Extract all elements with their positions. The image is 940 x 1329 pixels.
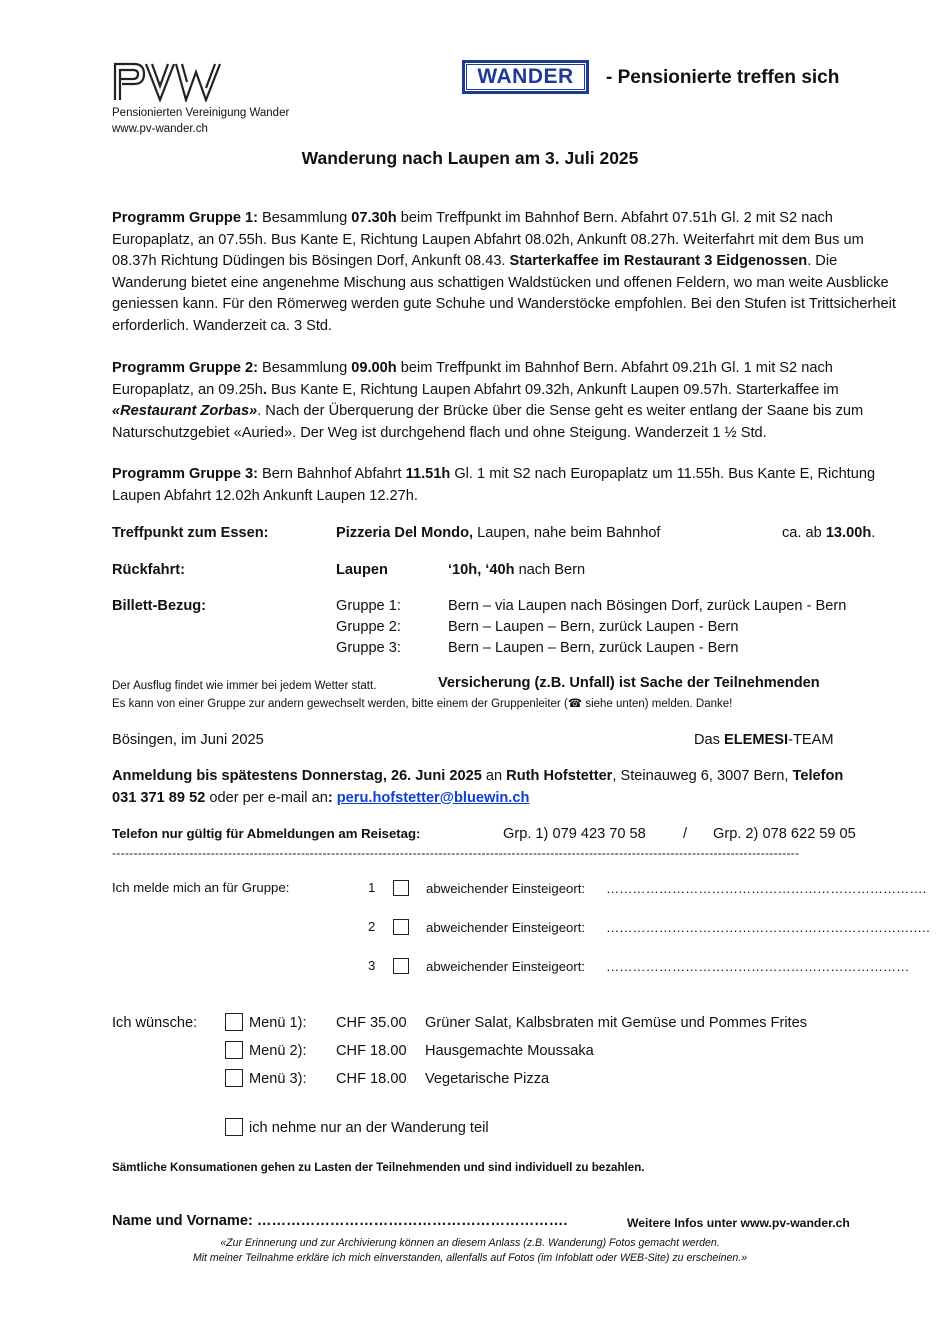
wander-logo bbox=[462, 60, 589, 94]
pvw-website: www.pv-wander.ch bbox=[112, 123, 208, 135]
menu-3-price: CHF 18.00 bbox=[336, 1071, 407, 1087]
group2-restaurant: «Restaurant Zorbas» bbox=[112, 403, 258, 420]
consumption-note: Sämtliche Konsumationen gehen zu Lasten der Teilnehmenden und sind individuell zu bezahlen. bbox=[112, 1161, 645, 1174]
signup-group-1-checkbox[interactable] bbox=[393, 880, 409, 896]
menu-1-checkbox[interactable] bbox=[225, 1013, 243, 1031]
ticket-route-2: Bern – Laupen – Bern, zurück Laupen - Bern bbox=[448, 619, 739, 635]
phone-separator: / bbox=[683, 826, 688, 842]
page-title: Wanderung nach Laupen am 3. Juli 2025 bbox=[301, 148, 639, 168]
meal-time-prefix: ca. ab bbox=[782, 525, 826, 541]
team-suffix: -TEAM bbox=[788, 732, 834, 748]
signup-group-2-number: 2 bbox=[368, 919, 376, 934]
program-group-1 bbox=[112, 208, 902, 338]
signup-group-2-checkbox[interactable] bbox=[393, 919, 409, 935]
switch-note bbox=[112, 696, 732, 712]
menu-2-description: Hausgemachte Moussaka bbox=[425, 1043, 594, 1059]
wander-logo-text: WANDER bbox=[466, 64, 585, 90]
group1-time: 07.30h bbox=[351, 210, 397, 226]
group2-dot: . bbox=[262, 381, 267, 398]
meal-time-suffix: . bbox=[871, 525, 876, 541]
photo-consent-note bbox=[0, 1236, 940, 1266]
program-group-3 bbox=[112, 464, 902, 507]
program-group-2 bbox=[112, 358, 902, 444]
menu-1-description: Grüner Salat, Kalbsbraten mit Gemüse und Pommes Frites bbox=[425, 1015, 808, 1031]
registration-colon: : bbox=[327, 789, 333, 806]
meal-label: Treffpunkt zum Essen: bbox=[112, 525, 269, 541]
signup-group-3-checkbox[interactable] bbox=[393, 958, 409, 974]
menu-3-checkbox[interactable] bbox=[225, 1069, 243, 1087]
menu-2-checkbox[interactable] bbox=[225, 1041, 243, 1059]
phone-icon: ☎ bbox=[567, 698, 583, 710]
name-label: Name und Vorname: bbox=[112, 1213, 253, 1229]
meal-place bbox=[336, 523, 661, 544]
phone-note-label: Telefon nur gültig für Abmeldungen am Reisetag: bbox=[112, 826, 421, 841]
group2-text-b: beim Treffpunkt im Bahnhof Bern. Abfahrt 09.21h Gl. 1 mit S2 nach Europaplatz, an 09.25h bbox=[112, 360, 833, 398]
place-date: Bösingen, im Juni 2025 bbox=[112, 732, 264, 748]
photo-consent-line-1: «Zur Erinnerung und zur Archivierung können an diesem Anlass (z.B. Wanderung) Fotos gemacht werden. bbox=[220, 1237, 720, 1249]
menu-1-price: CHF 35.00 bbox=[336, 1015, 407, 1031]
team-name: ELEMESI bbox=[724, 732, 789, 748]
signup-group-3-label: abweichender Einsteigeort: bbox=[426, 959, 586, 974]
group2-text-d: . Nach der Überquerung der Brücke über die Sense geht es weiter entlang der Saane bis zum Naturschutzgebiet «Auried». Der Weg ist durchgehend flach und ohne Steigung. Wanderzeit 1 ½ Std. bbox=[112, 403, 864, 441]
group1-text-a: Besammlung bbox=[257, 210, 352, 226]
switch-note-b: siehe unten) melden. Danke! bbox=[582, 698, 733, 710]
signup-group-1-number: 1 bbox=[368, 880, 376, 895]
more-info: Weitere Infos unter www.pv-wander.ch bbox=[627, 1216, 850, 1230]
group2-text-a: Besammlung bbox=[257, 360, 352, 376]
group1-label: Programm Gruppe 1: bbox=[112, 210, 258, 226]
group3-label: Programm Gruppe 3: bbox=[112, 466, 258, 482]
meal-time-value: 13.00h bbox=[825, 525, 872, 541]
registration-text-b: oder per e-mail an bbox=[205, 789, 328, 806]
registration-contact: Ruth Hofstetter bbox=[506, 768, 613, 784]
signup-label: Ich melde mich an für Gruppe: bbox=[112, 880, 290, 895]
name-field[interactable] bbox=[112, 1213, 567, 1229]
team-signature bbox=[694, 730, 833, 751]
group2-label: Programm Gruppe 2: bbox=[112, 360, 258, 376]
phone-group-2: Grp. 2) 078 622 59 05 bbox=[713, 826, 856, 842]
return-place: Laupen bbox=[336, 562, 388, 578]
pvw-logo-text: PVW bbox=[112, 60, 115, 61]
group2-time: 09.00h bbox=[351, 360, 397, 376]
wish-label: Ich wünsche: bbox=[112, 1015, 198, 1031]
group3-text-b: Gl. 1 mit S2 nach Europaplatz um 11.55h. Bus Kante E, Richtung Laupen Abfahrt 12.02h Ankunft Laupen 12.27h. bbox=[112, 466, 876, 504]
menu-3-description: Vegetarische Pizza bbox=[425, 1071, 550, 1087]
registration-phone: 031 371 89 52 bbox=[112, 789, 206, 806]
registration-deadline: Anmeldung bis spätestens Donnerstag, 26. Juni 2025 bbox=[112, 768, 482, 784]
signup-group-2-label: abweichender Einsteigeort: bbox=[426, 920, 586, 935]
switch-note-a: Es kann von einer Gruppe zur andern gewechselt werden, bitte einem der Gruppenleiter ( bbox=[112, 698, 568, 710]
pvw-org-block bbox=[112, 105, 289, 137]
only-hike-checkbox[interactable] bbox=[225, 1118, 243, 1136]
only-hike-label: ich nehme nur an der Wanderung teil bbox=[249, 1120, 489, 1136]
menu-1-name: Menü 1): bbox=[249, 1015, 307, 1031]
registration-info bbox=[112, 766, 902, 809]
return-times-suffix: nach Bern bbox=[514, 562, 586, 578]
ticket-route-3: Bern – Laupen – Bern, zurück Laupen - Bern bbox=[448, 640, 739, 656]
signup-group-3-dots[interactable]: …………………………………………………………… bbox=[606, 959, 910, 974]
weather-note: Der Ausflug findet wie immer bei jedem Wetter statt. bbox=[112, 680, 377, 692]
group3-time: 11.51h bbox=[405, 466, 451, 482]
group1-text-c: . Die Wanderung bietet eine angenehme Mischung aus schattigen Waldstücken und offenen Feldern, wo man weite Ausblicke geniessen kann. Für den Römerweg werden gute Schuhe und Wanderstöcke empfohlen. Bei den Stufen ist Trittsicherheit erforderlich. Wanderzeit ca. 3 Std. bbox=[112, 253, 896, 334]
menu-2-name: Menü 2): bbox=[249, 1043, 307, 1059]
meal-restaurant: Pizzeria Del Mondo, bbox=[336, 525, 474, 541]
meal-location: Laupen, nahe beim Bahnhof bbox=[473, 525, 661, 541]
signup-group-1-dots[interactable]: ………………………………………………………………. bbox=[606, 881, 927, 896]
registration-email-link[interactable]: peru.hofstetter@bluewin.ch bbox=[336, 789, 530, 806]
tagline: - Pensionierte treffen sich bbox=[606, 67, 840, 88]
registration-text-a: an bbox=[481, 768, 507, 784]
menu-2-price: CHF 18.00 bbox=[336, 1043, 407, 1059]
insurance-note: Versicherung (z.B. Unfall) ist Sache der Teilnehmenden bbox=[438, 675, 820, 691]
name-input-line[interactable]: ………………………………………………………. bbox=[252, 1213, 568, 1229]
group3-text-a: Bern Bahnhof Abfahrt bbox=[257, 466, 406, 482]
signup-group-2-dots[interactable]: …………………………………………………………….…. bbox=[606, 920, 930, 935]
return-times bbox=[448, 560, 585, 581]
meal-time bbox=[782, 523, 875, 544]
return-times-value: ‘10h, ‘40h bbox=[448, 562, 515, 578]
signup-group-3-number: 3 bbox=[368, 958, 376, 973]
ticket-group-2: Gruppe 2: bbox=[336, 619, 401, 635]
registration-address: , Steinauweg 6, 3007 Bern, bbox=[612, 768, 793, 784]
cut-line: ---------------------------------------------------------------------------------------------------------------------------------------------------------------- bbox=[112, 846, 800, 860]
ticket-group-1: Gruppe 1: bbox=[336, 598, 401, 614]
photo-consent-line-2: Mit meiner Teilnahme erkläre ich mich einverstanden, allenfalls auf Fotos (im Infoblatt oder WEB-Site) zu erscheinen.» bbox=[192, 1252, 748, 1264]
pvw-logo bbox=[112, 60, 226, 102]
group1-starter: Starterkaffee im Restaurant 3 Eidgenossen bbox=[509, 253, 808, 270]
ticket-label: Billett-Bezug: bbox=[112, 598, 207, 614]
ticket-group-3: Gruppe 3: bbox=[336, 640, 401, 656]
pvw-org-name: Pensionierten Vereinigung Wander bbox=[112, 107, 290, 119]
team-prefix: Das bbox=[694, 732, 725, 748]
group1-text-b: beim Treffpunkt im Bahnhof Bern. Abfahrt 07.51h Gl. 2 mit S2 nach Europaplatz, an 07.55h. Bus Kante E, Richtung Laupen Abfahrt 08.02h, Ankunft 08.27h. Weiterfahrt mit dem Bus um 08.37h Richtung Düdingen bis Bösingen Dorf, Ankunft 08.43. bbox=[112, 210, 864, 270]
signup-group-1-label: abweichender Einsteigeort: bbox=[426, 881, 586, 896]
ticket-route-1: Bern – via Laupen nach Bösingen Dorf, zurück Laupen - Bern bbox=[448, 598, 847, 614]
return-label: Rückfahrt: bbox=[112, 562, 185, 578]
group2-text-c: Bus Kante E, Richtung Laupen Abfahrt 09.32h, Ankunft Laupen 09.57h. Starterkaffee im bbox=[266, 381, 839, 398]
menu-3-name: Menü 3): bbox=[249, 1071, 307, 1087]
registration-phone-label: Telefon bbox=[792, 768, 844, 784]
phone-group-1: Grp. 1) 079 423 70 58 bbox=[503, 826, 646, 842]
